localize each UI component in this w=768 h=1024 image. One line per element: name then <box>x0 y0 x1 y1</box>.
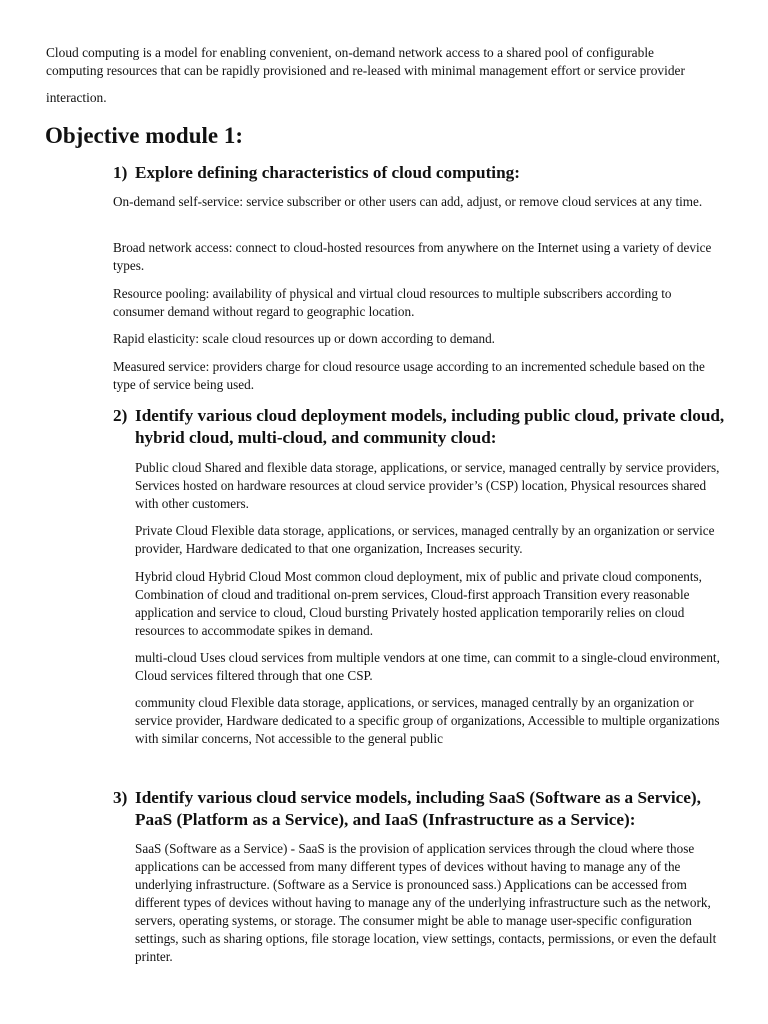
section-heading <box>113 405 733 449</box>
section-heading-text: Explore defining characteristics of cloud computing: <box>135 163 520 182</box>
section-number: 3) <box>113 788 128 807</box>
intro-line: computing resources that can be rapidly provisioned and re-leased with minimal management effort or service provider <box>46 63 685 78</box>
intro-line: interaction. <box>46 90 107 105</box>
paragraph: Resource pooling: availability of physical and virtual cloud resources to multiple subscribers according to consumer demand without regard to geographic location. <box>113 286 672 319</box>
section-heading-text: Identify various cloud deployment models, including public cloud, private cloud, hybrid cloud, multi-cloud, and community cloud: <box>135 406 725 447</box>
paragraph: multi-cloud Uses cloud services from multiple vendors at one time, can commit to a single-cloud environment, Cloud services filtered through that one CSP. <box>135 650 720 683</box>
paragraph: Public cloud Shared and flexible data storage, applications, or service, managed centrally by service providers, Services hosted on hardware resources at cloud service provider’s (CSP) location, Physical resources shared with other customers. <box>135 460 720 511</box>
section-heading <box>113 787 733 831</box>
paragraph: Hybrid cloud Hybrid Cloud Most common cloud deployment, mix of public and private cloud components, Combination of cloud and traditional on-prem services, Cloud-first approach Transition every reasonable application and service to cloud, Cloud bursting Privately hosted application temporarily relies on cloud resources to accommodate spikes in demand. <box>135 569 702 638</box>
paragraph: Measured service: providers charge for cloud resource usage according to an incremented schedule based on the type of service being used. <box>113 359 705 392</box>
section-heading-text: Identify various cloud service models, including SaaS (Software as a Service), PaaS (Platform as a Service), and IaaS (Infrastructure as a Service): <box>135 788 701 829</box>
paragraph: SaaS (Software as a Service) - SaaS is the provision of application services through the cloud where those applications can be accessed from many different types of devices without having to manage any of the underlying infrastructure. (Software as a Service is pronounced sass.) Applications can be accessed from different types of devices without having to manage any of the underlying infrastructure such as the network, servers, operating systems, or storage. The consumer might be able to manage user-specific configuration settings, such as sharing options, file storage location, view settings, contacts, permissions, or even the default printer. <box>135 841 717 964</box>
paragraph: Broad network access: connect to cloud-hosted resources from anywhere on the Internet using a variety of device types. <box>113 240 712 273</box>
section-heading <box>113 162 733 184</box>
section-number: 1) <box>113 163 128 182</box>
intro-line: Cloud computing is a model for enabling convenient, on-demand network access to a shared pool of configurable <box>46 45 654 60</box>
section-number: 2) <box>113 406 128 425</box>
paragraph: Private Cloud Flexible data storage, applications, or services, managed centrally by an organization or service provider, Hardware dedicated to that one organization, Increases security. <box>135 523 715 556</box>
module-title: Objective module 1: <box>45 123 244 148</box>
paragraph: On-demand self-service: service subscriber or other users can add, adjust, or remove cloud services at any time. <box>113 194 703 209</box>
paragraph: Rapid elasticity: scale cloud resources up or down according to demand. <box>113 331 495 346</box>
paragraph: community cloud Flexible data storage, applications, or services, managed centrally by an organization or service provider, Hardware dedicated to a specific group of organizations, Accessible to multiple organizations with similar concerns, Not accessible to the general public <box>135 695 720 746</box>
intro-paragraph <box>46 44 726 107</box>
